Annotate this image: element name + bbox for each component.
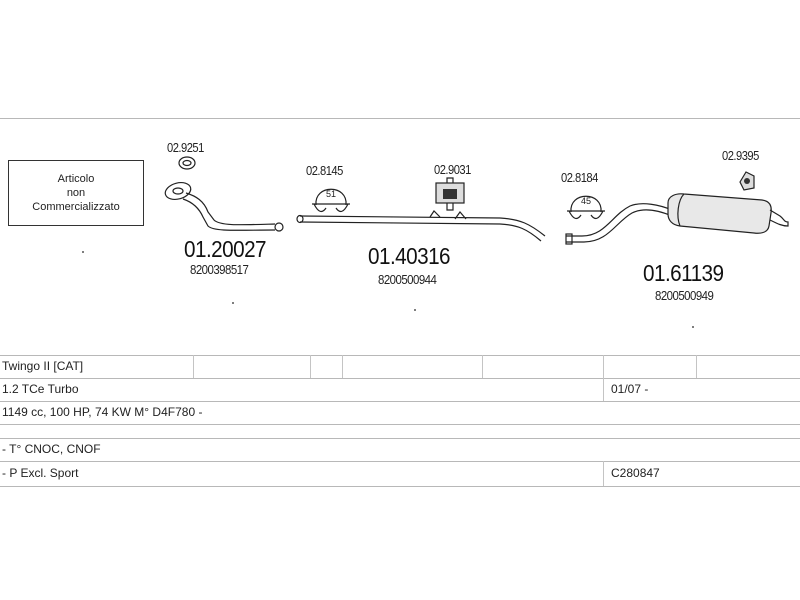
accessory-code: 02.9395 [722, 148, 759, 163]
rubber-hanger-icon [740, 172, 754, 190]
notice-line: non [66, 187, 86, 199]
accessory-code: 02.9031 [434, 162, 471, 177]
middle-pipe-icon [297, 211, 545, 241]
oem-number: 8200398517 [190, 262, 249, 277]
part-number: 01.20027 [184, 236, 267, 262]
oem-number: 8200500949 [655, 288, 714, 303]
fitment-note: - T° CNOC, CNOF [2, 442, 101, 456]
accessory-code: 02.9251 [167, 140, 204, 155]
clamp-size-label: 45 [580, 196, 592, 206]
catalog-reference: C280847 [611, 466, 660, 480]
engine-spec: 1149 cc, 100 HP, 74 KW M° D4F780 - [2, 405, 203, 419]
part-number: 01.40316 [368, 243, 451, 269]
part-number: 01.61139 [643, 260, 724, 286]
notice-line: Commercializzato [32, 201, 120, 213]
rubber-mount-icon [436, 178, 464, 210]
oem-number: 8200500944 [378, 272, 437, 287]
accessory-code: 02.8145 [306, 163, 343, 178]
clamp-size-label: 51 [325, 189, 337, 199]
rear-silencer-icon [566, 194, 788, 244]
front-pipe-icon [163, 180, 283, 231]
accessory-code: 02.8184 [561, 170, 598, 185]
engine-type: 1.2 TCe Turbo [2, 382, 79, 396]
gasket-ring-icon [179, 157, 195, 169]
production-date: 01/07 - [611, 382, 649, 396]
vehicle-model: Twingo II [CAT] [2, 359, 84, 373]
fitment-note: - P Excl. Sport [2, 466, 79, 480]
notice-line: Articolo [57, 173, 95, 185]
